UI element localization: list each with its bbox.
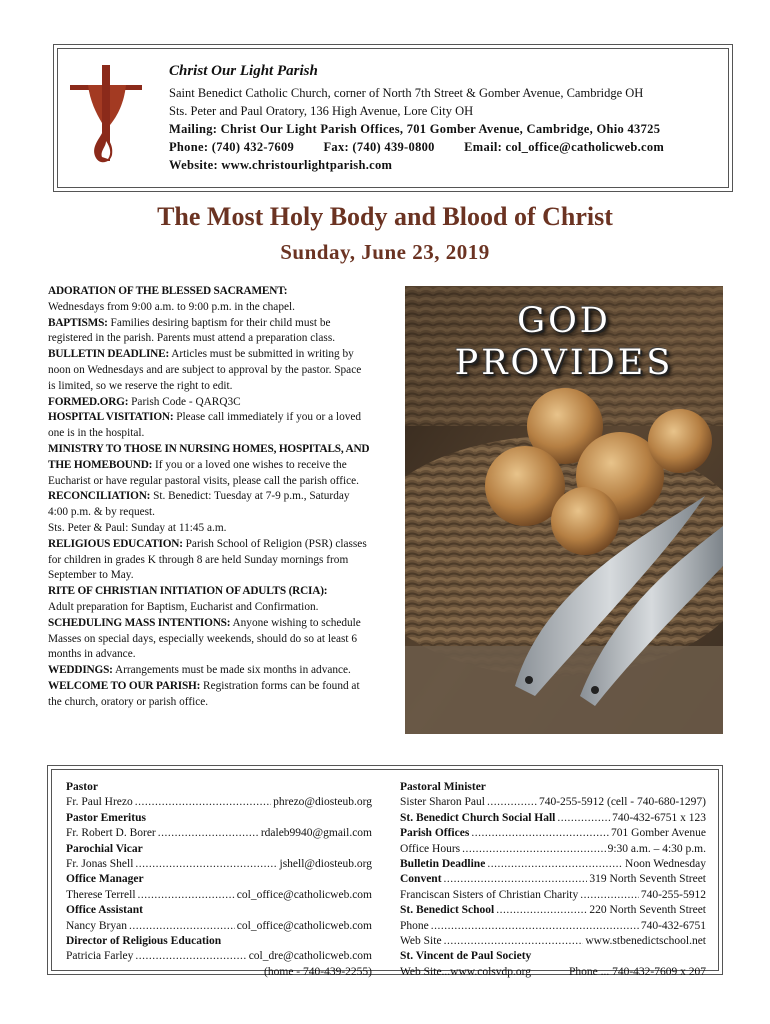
staff-entry xyxy=(66,857,372,872)
staff-value: phrezo@diosteub.org xyxy=(273,796,372,809)
info-text: Sts. Peter & Paul: Sunday at 11:45 a.m. xyxy=(48,521,227,534)
info-text: Families desiring baptism for their child must be registered in the parish. Parents must attend a preparation class. xyxy=(48,316,336,345)
staff-entry xyxy=(66,826,372,841)
staff-role: Director of Religious Education xyxy=(66,935,222,948)
staff-entry xyxy=(400,857,706,872)
info-item xyxy=(48,410,370,442)
staff-value: rdaleb9940@gmail.com xyxy=(260,827,372,840)
staff-name: Office Hours xyxy=(400,842,461,855)
staff-name: Parish Offices xyxy=(400,827,470,840)
photo-caption-line2: PROVIDES xyxy=(454,343,674,383)
staff-value: jshell@diosteub.org xyxy=(279,858,372,871)
staff-role: Pastor xyxy=(66,781,98,793)
info-item xyxy=(48,395,370,411)
info-text: Arrangements must be made six months in advance. xyxy=(112,664,351,677)
info-item xyxy=(48,284,370,300)
info-text: If you or a loved one wishes to receive the Eucharist or have regular pastoral visits, please call the parish office. xyxy=(48,458,359,487)
staff-value: 319 North Seventh Street xyxy=(589,873,706,886)
leader-dots xyxy=(471,826,609,841)
staff-name: St. Benedict School xyxy=(400,904,495,917)
staff-name: Phone xyxy=(400,919,429,932)
leader-dots xyxy=(158,826,259,841)
info-text: St. Benedict: Tuesday at 7-9 p.m., Saturday 4:00 p.m. & by request. xyxy=(48,490,350,519)
info-item xyxy=(48,584,370,600)
staff-role: St. Vincent de Paul Society xyxy=(400,950,532,963)
staff-name: Patricia Farley xyxy=(66,950,134,963)
staff-value: 220 North Seventh Street xyxy=(589,904,706,917)
staff-column-right xyxy=(400,780,706,980)
staff-entry xyxy=(400,826,706,841)
staff-name: Web Site xyxy=(400,935,442,948)
info-text: Parish School of Religion (PSR) classes for children in grades K through 8 are held Sunday mornings from September to May. xyxy=(48,537,367,582)
info-label: FORMED.ORG: xyxy=(48,395,129,408)
info-text: Articles must be submitted in writing by noon on Wednesdays and are subject to approval by the pastor. Space is limited, so we reserve the right to edit. xyxy=(48,348,362,392)
staff-value: 740-432-6751 x 123 xyxy=(612,811,706,824)
staff-entry xyxy=(66,949,372,964)
photo-caption-line1: GOD xyxy=(517,301,611,341)
leader-dots xyxy=(580,888,639,903)
staff-value: www.stbenedictschool.net xyxy=(585,935,706,948)
info-text: Adult preparation for Baptism, Eucharist and Confirmation. xyxy=(48,600,319,613)
leader-dots xyxy=(135,857,277,872)
leader-dots xyxy=(496,903,587,918)
parish-name: Christ Our Light Parish xyxy=(169,63,318,79)
info-text: Wednesdays from 9:00 a.m. to 9:00 p.m. in the chapel. xyxy=(48,300,295,313)
parish-info-list xyxy=(48,284,370,711)
staff-directory xyxy=(51,769,719,978)
staff-entry xyxy=(400,934,706,949)
info-item xyxy=(48,600,370,616)
staff-name: Nancy Bryan xyxy=(66,919,127,932)
leader-dots xyxy=(487,857,623,872)
church-address: Saint Benedict Catholic Church, corner of North 7th Street & Gomber Avenue, Cambridge OH xyxy=(169,86,644,100)
staff-role: Office Manager xyxy=(66,873,144,886)
staff-value: 740-255-5912 (cell - 740-680-1297) xyxy=(538,796,706,809)
leader-dots xyxy=(444,872,588,887)
staff-name: Franciscan Sisters of Christian Charity xyxy=(400,888,579,901)
info-item xyxy=(48,316,370,348)
info-text: Parish Code - QARQ3C xyxy=(128,395,241,408)
bread-and-fish-basket-image xyxy=(405,286,723,734)
leader-dots xyxy=(462,842,605,857)
staff-name: Bulletin Deadline xyxy=(400,858,486,871)
info-label: RECONCILIATION: xyxy=(48,490,151,503)
staff-name: Therese Terrell xyxy=(66,888,136,901)
info-label: ADORATION OF THE BLESSED SACRAMENT: xyxy=(48,285,288,297)
info-label: RITE OF CHRISTIAN INITIATION OF ADULTS (RCIA): xyxy=(48,585,328,598)
info-label: BULLETIN DEADLINE: xyxy=(48,348,170,361)
staff-entry xyxy=(400,842,706,857)
staff-value: col_dre@catholicweb.com xyxy=(248,950,372,963)
staff-entry xyxy=(66,919,372,934)
leader-dots xyxy=(444,934,584,949)
info-label: BAPTISMS: xyxy=(48,316,108,329)
cross-flame-logo-icon xyxy=(66,63,146,173)
info-item xyxy=(48,616,370,663)
info-item xyxy=(48,521,370,537)
info-label: WELCOME TO OUR PARISH: xyxy=(48,679,201,692)
contact-line xyxy=(169,138,724,156)
staff-name: Sister Sharon Paul xyxy=(400,796,485,809)
leader-dots xyxy=(135,795,271,810)
leader-dots xyxy=(129,919,235,934)
staff-role: Pastoral Minister xyxy=(400,781,486,793)
photo-caption xyxy=(405,300,723,384)
staff-value: 740-432-6751 xyxy=(640,919,706,932)
staff-entry xyxy=(400,811,706,826)
bulletin-date: Sunday, June 23, 2019 xyxy=(280,240,490,264)
staff-entry xyxy=(400,965,706,980)
staff-role: Parochial Vicar xyxy=(66,842,143,855)
info-label: HOSPITAL VISITATION: xyxy=(48,411,174,424)
staff-value: col_office@catholicweb.com xyxy=(236,888,372,901)
staff-column-left xyxy=(66,780,372,980)
staff-entry-left: Web Site...www.colsvdp.org xyxy=(400,965,531,978)
leader-dots xyxy=(138,888,235,903)
staff-value: 740-255-5912 xyxy=(640,888,706,901)
email-address[interactable]: Email: col_office@catholicweb.com xyxy=(464,140,665,154)
staff-value: 701 Gomber Avenue xyxy=(611,827,706,840)
staff-name: Fr. Paul Hrezo xyxy=(66,796,133,809)
staff-entry xyxy=(400,872,706,887)
info-text: Registration forms can be found at the church, oratory or parish office. xyxy=(48,679,360,708)
info-label: WEDDINGS: xyxy=(48,664,113,677)
mailing-address: Mailing: Christ Our Light Parish Offices, 701 Gomber Avenue, Cambridge, Ohio 43725 xyxy=(169,122,661,136)
staff-entry xyxy=(400,888,706,903)
fax-number: Fax: (740) 439-0800 xyxy=(323,140,435,154)
info-item xyxy=(48,300,370,316)
staff-name: St. Benedict Church Social Hall xyxy=(400,811,556,824)
info-item xyxy=(48,347,370,394)
staff-entry xyxy=(400,919,706,934)
info-label: SCHEDULING MASS INTENTIONS: xyxy=(48,616,231,629)
staff-name: Fr. Robert D. Borer xyxy=(66,827,156,840)
page-title: The Most Holy Body and Blood of Christ xyxy=(157,202,613,231)
staff-name: Convent xyxy=(400,873,442,886)
leader-dots xyxy=(487,795,537,810)
info-label: RELIGIOUS EDUCATION: xyxy=(48,537,183,550)
staff-role: Pastor Emeritus xyxy=(66,811,146,824)
staff-entry xyxy=(400,903,706,918)
staff-entry xyxy=(66,795,372,810)
staff-name: Fr. Jonas Shell xyxy=(66,858,134,871)
info-item xyxy=(48,663,370,679)
website-link[interactable]: Website: www.christourlightparish.com xyxy=(169,158,393,172)
phone-number: Phone: (740) 432-7609 xyxy=(169,140,295,154)
info-item xyxy=(48,442,370,489)
info-label: MINISTRY TO THOSE IN NURSING HOMES, HOSPITALS, AND THE HOMEBOUND: xyxy=(48,442,370,471)
leader-dots xyxy=(135,949,246,964)
oratory-address: Sts. Peter and Paul Oratory, 136 High Avenue, Lore City OH xyxy=(169,104,474,118)
parish-header xyxy=(57,48,729,188)
info-item xyxy=(48,489,370,521)
staff-value: 9:30 a.m. – 4:30 p.m. xyxy=(607,842,706,855)
staff-value: col_office@catholicweb.com xyxy=(236,919,372,932)
leader-dots xyxy=(557,811,610,826)
staff-note: (home - 740-439-2255) xyxy=(264,965,372,978)
info-item xyxy=(48,679,370,711)
staff-entry xyxy=(66,888,372,903)
staff-role: Office Assistant xyxy=(66,904,143,917)
info-text: Anyone wishing to schedule Masses on special days, especially weekends, should do so at least 6 months in advance. xyxy=(48,616,361,661)
info-text: Please call immediately if you or a loved one is in the hospital. xyxy=(48,411,362,440)
staff-value: Noon Wednesday xyxy=(625,858,706,871)
leader-dots xyxy=(431,919,639,934)
staff-entry xyxy=(400,795,706,810)
staff-entry-right: Phone ... 740-432-7609 x 207 xyxy=(568,965,706,978)
info-item xyxy=(48,537,370,584)
